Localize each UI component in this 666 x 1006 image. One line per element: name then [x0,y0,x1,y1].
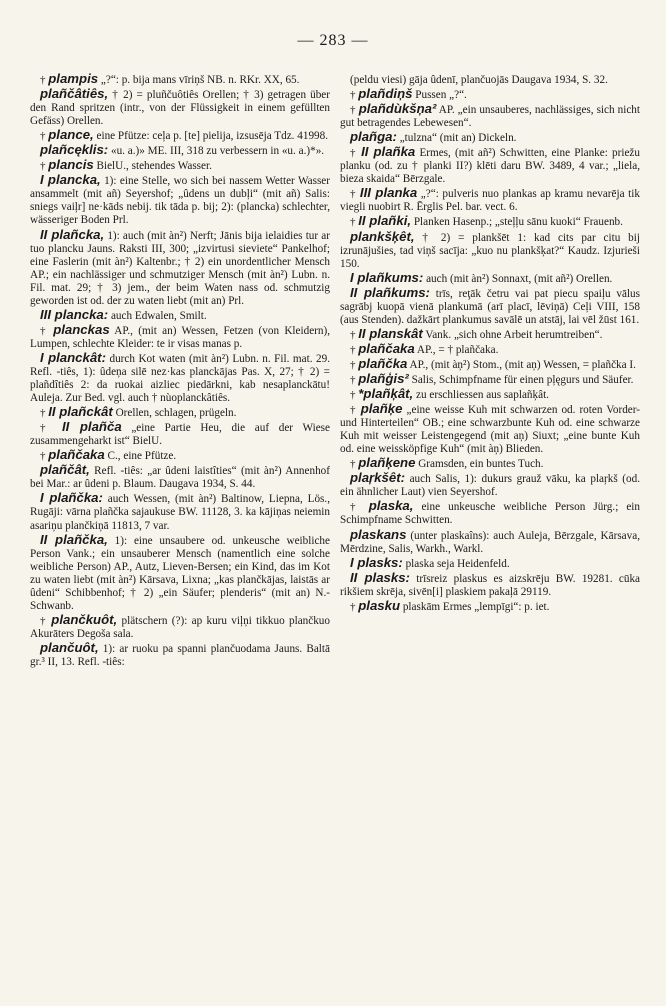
dictionary-entry [30,87,330,128]
dagger-mark: † [350,404,361,417]
entry-body: AP., (mit an) Wessen, Fetzen (von Kleidern), Lumpen, schlechte Kleider: te ir visas manas p. [30,324,330,350]
headword: plañckât [59,404,113,420]
headword: plasku [358,597,401,613]
dagger-mark: † [350,343,359,356]
homonym-numeral: II [40,531,56,547]
entry-body: trīsreiz plaskus es aizskrēju BW. 19281. cūka rikšiem skrēja, sivēn[i] plaskiem pakaļā 29119. [340,572,641,598]
dagger-mark: † [40,614,52,627]
page-number: — 283 — [297,32,369,49]
dagger-mark: † [350,188,360,201]
entry-body: † 2) = pluñčuôtiês Orellen; † 3) getragen über den Rand spritzen (intr., von der Flüssigkeit in einem gefüllten Gefäss) Orellen. [30,89,330,128]
dictionary-entry [340,230,640,271]
entry-body: AP., = † plañčaka. [414,343,499,356]
entry-body: trīs, reţāk četru vai pat piecu spaiļu vālus sagrābj kuopā vienā plankumā (arī placī, lēviņā) Ceļi VIII, 158 (aus Stenden). dažkārt plankumus savālē un atstāj, lai vēl žūst 161. [340,287,640,326]
entry-body: C., eine Pfütze. [104,450,177,463]
dagger-mark: † [350,600,359,613]
dictionary-entry [340,402,640,456]
homonym-numeral: I [350,554,358,570]
entry-body: zu erschliessen aus saplañķât. [413,389,549,402]
dictionary-entry [30,641,330,669]
homonym-numeral: II [62,419,80,435]
headword: plancka: [54,306,109,322]
headword: plaŗkšêt: [350,470,405,486]
dagger-mark: † [350,216,359,229]
entry-body: Gramsden, ein buntes Tuch. [415,458,544,471]
dagger-mark: † [350,458,359,471]
dictionary-entry [30,533,330,613]
dictionary-entry [30,420,330,448]
entry-body: plaskām Ermes „lempīgi“: p. iet. [400,600,550,613]
entry-body: Salis, Schimpfname für einen pļęgurs und Säufer. [408,373,634,386]
dictionary-entry [30,448,330,463]
dictionary-entry [30,491,330,532]
entry-body: auch Salis, 1): dukurs grauž vāku, ka plaŗkš (od. ein ähnlicher Laut) vien Seyershof. [340,473,640,499]
entry-body: Orellen, schlagen, prügeln. [112,407,237,420]
headword: plañcka, [51,226,105,242]
dagger-mark: † [40,324,54,337]
homonym-numeral: II [350,569,365,585]
homonym-numeral: I [40,349,49,365]
dictionary-entry [340,102,640,130]
entry-body: Ermes, (mit añ²) Schwitten, eine Planke: priežu planku (od. zu † planki II?) klēti daru BW. 3489, 4 var.; „liela, bieza skaida“ Bērzgale. [340,147,640,186]
homonym-numeral: II [361,144,374,160]
entry-body: „eine weisse Kuh mit schwarzen od. roten Vorder- und Hinterteilen“ OB.; eine schwarzbunte Kuh od. eine schwarze Kuh mit weisser Leistengegend (mit aņ) Siuxt; „eine bunte Kuh od. eine weissköpfige Kuh“ (mit àņ) Blieden. [340,404,640,456]
dictionary-entry [340,571,640,599]
dagger-mark: † [40,450,49,463]
homonym-numeral: III [40,306,55,322]
entry-body: plätschern (?): ap kuru viļņi tikkuo plančkuo Akurāters Degoša sala. [30,614,330,640]
dagger-mark: † [350,104,359,117]
dictionary-entry [340,471,640,499]
entry-body: eine unkeusche weibliche Person Jürg.; ein Schimpfname Schwitten. [340,501,640,527]
dictionary-entry [340,327,640,342]
entry-body: plaska seja Heidenfeld. [402,557,510,570]
dagger-mark: † [350,358,359,371]
homonym-numeral: II [40,226,52,242]
dictionary-entry [340,342,640,357]
homonym-numeral: II [48,404,60,420]
entry-body: † 2) = plankšēt 1: kad cits par citu bij izrunājušies, tad viņš sacīja: „kuo nu plankšķat?“ Kaudz. Izjurieši 150. [340,231,640,270]
dictionary-entry [340,499,640,527]
headword: plañka [373,144,416,160]
entry-body: 1): eine Stelle, wo sich bei nassem Wetter Wasser ansammelt (mit añ) Seyershof; „ûdens un dubļi“ (mit añ) Salis: sniegs vaiļr] ne·kāds nebij. tik tāda p. bij; 2): (plancka) schlechter, wässeriger Boden Prl. [30,175,330,227]
dagger-mark: † [350,389,359,402]
dictionary-entry [340,130,640,145]
headword: planckât: [48,349,106,365]
left-column [30,72,330,669]
homonym-numeral: I [40,490,50,506]
dictionary-entry [340,387,640,402]
dictionary-entry [340,556,640,571]
entry-body: Vank. „sich ohne Arbeit herumtreiben“. [422,328,603,341]
dictionary-entry [30,405,330,420]
dictionary-entry [340,72,640,87]
headword: plankšķêt, [350,228,415,244]
headword: plañkums: [357,269,424,285]
dagger-mark: † [350,373,359,386]
headword: plañdiņš [358,86,413,102]
entry-body: auch (mit àn²) Sonnaxt, (mit añ²) Orellen. [423,272,613,285]
entry-body: „?“: p. bija mans vīriņš NB. n. RKr. XX, 65. [98,74,300,86]
dictionary-entry [340,87,640,102]
headword: plañdùkšņa² [358,101,437,117]
entry-body: BielU., stehendes Wasser. [93,160,212,173]
headword: plampis [48,71,99,86]
dagger-mark: † [350,328,359,341]
headword: plañčka [358,355,408,371]
headword: plañcęklis: [40,142,109,158]
entry-body: AP. „ein unsauberes, nachlässiges, sich nicht gut betragendes Lebewesen“. [340,104,640,130]
entry-body: „eine Partie Heu, die auf der Wiese zusammengeharkt ist“ BielU. [30,422,331,448]
entry-body: auch Wessen, (mit àn²) Baltinow, Liepna, Lös., Rugāji: vārna plañčka sajaukuse BW. 11128, 3. ka kājiņas neiemin asariņu plančkiņā 11813, 7 var. [30,493,330,532]
dictionary-entry [30,308,330,323]
dagger-mark: † [350,501,369,514]
dictionary-entry [340,456,640,471]
headword: plančuôt, [40,639,99,655]
entry-body: «u. a.)» ME. III, 318 zu verbessern in «u. a.)*». [108,145,325,158]
headword: plañča [79,419,122,435]
dictionary-entry [30,173,330,227]
headword: plañkums: [364,284,430,300]
dictionary-entry [340,214,640,229]
headword: plañčka: [49,490,103,506]
entry-body: 1): ar ruoku pa spanni plančuodama Jauns. Baltā gr.³ II, 13. Refl. -tiês: [30,642,330,668]
entry-body: 1): eine unsaubere od. unkeusche weibliche Person Vank.; ein unsauberer Mensch (namentlich eine solche weibliche Person) AP., Autz, Lieven-Bersen; ein Kind, das im Kot zu waten liebt (mit àn²) Kārsava, Lixna; „kas plančkājas, laistās ar ûdeni“ Schibbenhof; † 2) „ein Säufer; plenderis“ (mit an) N.-Schwanb. [30,534,330,612]
homonym-numeral: I [40,172,48,188]
headword: planskât [369,325,423,341]
dictionary-entry [340,357,640,372]
entry-body: AP., (mit àņ²) Stom., (mit aņ) Wessen, = plañčka I. [407,358,636,371]
dagger-mark: † [350,89,359,102]
headword: plasks: [357,554,403,570]
headword: planckas [53,321,110,337]
homonym-numeral: I [350,269,358,285]
entry-body: (peldu viesi) gāja ûdenī, plančuojās Daugava 1934, S. 32. [350,74,608,86]
headword: plañčâtiês, [40,86,109,102]
dictionary-entry [340,372,640,387]
homonym-numeral: II [350,284,364,300]
headword: plañčât, [40,462,90,478]
dagger-mark: † [350,147,362,160]
homonym-numeral: II [358,213,370,229]
headword: plañģis² [358,370,409,386]
dictionary-entry [30,128,330,143]
headword: plance, [48,127,94,143]
headword: plañki, [369,213,412,229]
headword: plañčka, [55,531,108,547]
homonym-numeral: III [359,185,376,201]
headword: plañķene [358,455,416,471]
dictionary-entry [30,613,330,641]
dictionary-entry [340,528,640,556]
headword: plañķe [360,401,403,417]
headword: planka [375,185,418,201]
entry-body: (unter plaskaîns): auch Auleja, Bērzgale, Kārsava, Mērdzine, Salis, Warkh., Warkl. [340,529,640,555]
dictionary-entry [30,463,330,491]
dictionary-entry [30,158,330,173]
headword: plañčaka [358,340,415,356]
headword: plaska, [368,498,414,514]
entry-body: Pussen „?“. [412,89,467,102]
right-column [340,72,640,614]
dictionary-entry [340,145,640,186]
headword: plancis [48,157,94,173]
dictionary-entry [340,271,640,286]
entry-body: „tulzna“ (mit an) Dickeln. [396,132,517,145]
headword: plañčaka [48,447,105,463]
entry-body: eine Pfütze: ceļa p. [te] pielija, izsusēja Tdz. 41998. [93,130,329,143]
dictionary-entry [30,228,330,308]
dictionary-entry [340,599,640,614]
dictionary-entry [30,143,330,158]
dictionary-entry [30,72,330,87]
entry-body: Refl. -tiês: „ar ûdeni laistîties“ (mit àn²) Annenhof bei Mar.: ar ûdeni p. Blaum. Daugava 1934, S. 44. [30,465,330,491]
entry-body: „?“: pulveris nuo plankas ap kramu nevarēja tik viegli nuobirt R. Ērglis Pel. bar. vect. 6. [340,188,640,214]
dagger-mark: † [40,74,49,86]
dagger-mark: † [40,160,49,173]
dagger-mark: † [40,407,49,420]
homonym-numeral: II [358,325,370,341]
dictionary-entry [30,323,330,351]
dictionary-entry [30,351,330,405]
dagger-mark: † [40,422,62,435]
dictionary-entry [340,186,640,214]
entry-body: Planken Hasenp.; „steļļu sānu kuoki“ Frauenb. [411,216,623,229]
entry-body: auch Edwalen, Smilt. [108,309,207,322]
headword: *plañķât, [358,386,414,402]
dagger-mark: † [40,130,49,143]
headword: plaskans [350,526,407,542]
entry-body: durch Kot waten (mit àn²) Lubn. n. Fil. mat. 29. Refl. -tiês, 1): ûdeņa silē nez·kas planckājas Pas. X, 27; † 2) = plañdîtiês 2: da ruokai aizliec piedārkni, kab nesaplanckātu! Auleja. Zur Bed. vgl. auch † nùoplanckâtiês. [30,352,331,405]
headword: plančkuôt, [51,611,118,627]
entry-body: 1): auch (mit àn²) Nerft; Jānis bija ielaidies tur ar tuo plancku Jauns. Raksti III, 300; „izvirtusi sieviete“ Pankelhof; eine Faslerin (mit àn²) Kaltenbr.; † 2) ein unordentlicher Mensch AP.; ein nachlässiger und schmutziger Mensch (mit àn²) Lubn. n. Fil. mat. 29; † 3) jem., der beim Waten nass od. schmutzig geworden ist od. der zu waten liebt (mit an) Prl. [30,229,330,307]
headword: plañga: [350,129,397,145]
headword: plancka, [47,172,101,188]
dictionary-entry [340,286,640,327]
headword: plasks: [364,569,410,585]
